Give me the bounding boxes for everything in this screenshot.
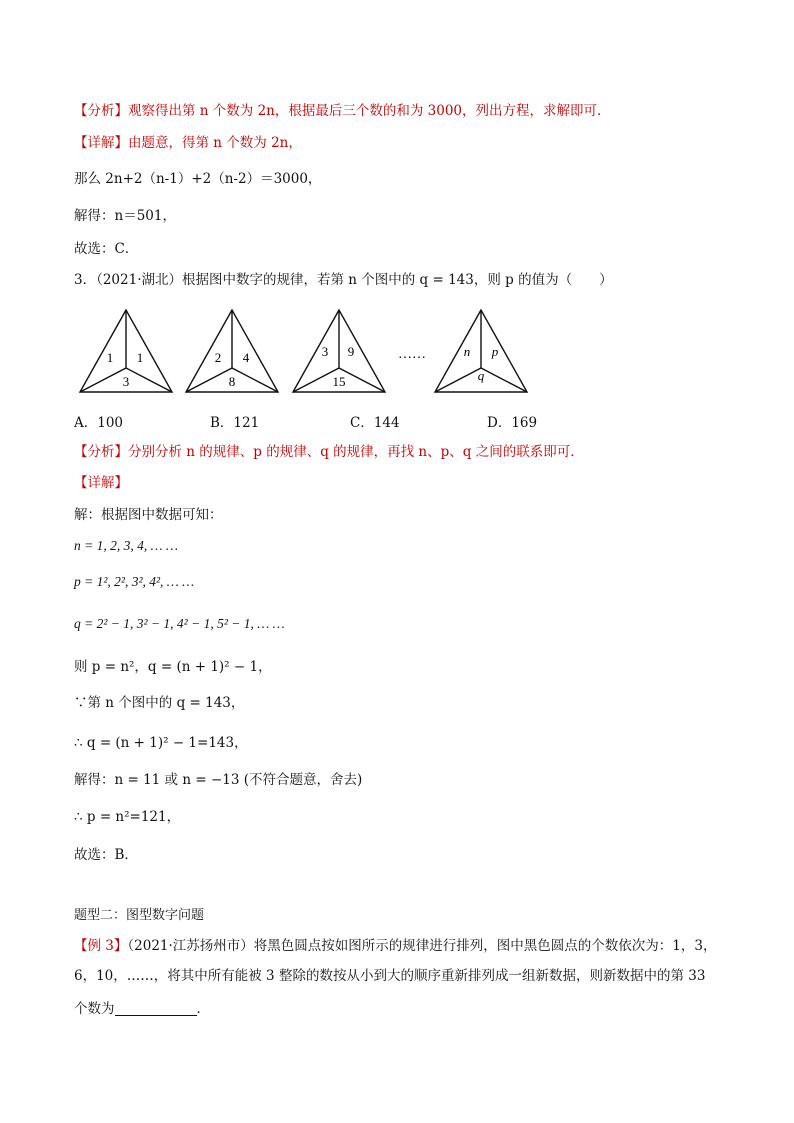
section-title: 题型二：图型数字问题 (74, 908, 205, 923)
figure-1-left: 1 (106, 350, 114, 365)
figure-3-bottom: 15 (332, 374, 346, 389)
q3-analysis-tag: 【分析】 (74, 444, 128, 460)
figure-n-left: n (463, 344, 471, 359)
solution-intro: 解：根据图中数据可知： (74, 507, 223, 523)
figure-3-left: 3 (321, 344, 329, 359)
figure-2-left: 2 (214, 350, 222, 365)
analysis-text: 观察得出第 n 个数为 2n，根据最后三个数的和为 3000，列出方程，求解即可． (128, 103, 611, 119)
figure-1-bottom: 3 (122, 374, 130, 389)
choice-b: B．121 (210, 415, 260, 431)
q2-detail (74, 134, 302, 152)
figure-3-right: 9 (347, 344, 355, 359)
example-text-3: 个数为 (74, 1001, 115, 1017)
figures-ellipsis: …… (398, 347, 426, 362)
detail-tag: 【详解】 (74, 135, 128, 151)
triangle-figure-1 (80, 310, 172, 392)
triangle-figure-n (435, 310, 527, 392)
choice-c: C．144 (350, 415, 400, 431)
analysis-tag: 【分析】 (74, 103, 128, 119)
solution-p-value: ∴ p = n²=121， (74, 809, 181, 825)
triangle-figure-2 (186, 310, 278, 392)
figure-2-right: 4 (242, 350, 250, 365)
example-text-1: （2021·江苏扬州市）将黑色圆点按如图所示的规律进行排列，图中黑色圆点的个数依次为：1，3， (127, 938, 717, 954)
q2-analysis (74, 102, 611, 120)
q3-detail-tag (74, 474, 128, 492)
figure-1-right: 1 (136, 350, 144, 365)
figure-n-right: p (491, 344, 499, 359)
solution-p-sequence: p = 1², 2², 3², 4², … … (74, 574, 195, 589)
solution-solve: 解得：n = 11 或 n = −13 (不符合题意，舍去) (74, 772, 363, 788)
solution-equation: ∴ q = (n + 1)² − 1=143， (74, 735, 248, 751)
solution-answer: 故选：B． (74, 847, 138, 863)
q2-step-equation: 那么 2n+2（n-1）+2（n-2）＝3000， (74, 171, 322, 187)
example-3-line-2: 6，10，……，将其中所有能被 3 整除的数按从小到大的顺序重新排列成一组新数据，则新数据中的第 33 (74, 968, 706, 984)
figure-n-bottom: q (477, 368, 485, 383)
detail-text: 由题意，得第 n 个数为 2n， (128, 135, 302, 151)
q3-analysis-text: 分别分析 n 的规律、p 的规律、q 的规律，再找 n、p、q 之间的联系即可． (128, 444, 584, 460)
solution-formulas: 则 p = n²，q = (n + 1)² − 1， (74, 659, 272, 675)
triangle-figures (0, 302, 794, 412)
detail-label: 【详解】 (74, 475, 128, 491)
example-tag: 【例 3】 (74, 938, 128, 954)
triangle-figure-3 (293, 310, 385, 392)
choice-a: A．100 (74, 415, 124, 431)
q2-step-answer: 故选：C． (74, 241, 139, 257)
example-end: ． (196, 1001, 210, 1017)
choice-d: D．169 (487, 415, 538, 431)
solution-q-sequence: q = 2² − 1, 3² − 1, 4² − 1, 5² − 1, … … (74, 616, 285, 631)
solution-given: ∵第 n 个图中的 q = 143， (74, 695, 245, 711)
example-3-line-3 (74, 1000, 210, 1018)
solution-n-sequence: n = 1, 2, 3, 4, … … (74, 538, 178, 553)
q2-step-solve: 解得：n＝501， (74, 208, 176, 224)
figure-2-bottom: 8 (228, 374, 236, 389)
q3-question: 3．（2021·湖北）根据图中数字的规律，若第 n 个图中的 q = 143，则 p 的值为（ ） (74, 272, 613, 288)
answer-blank[interactable] (115, 1001, 197, 1016)
q3-analysis (74, 443, 584, 461)
example-3-line-1 (74, 937, 716, 955)
